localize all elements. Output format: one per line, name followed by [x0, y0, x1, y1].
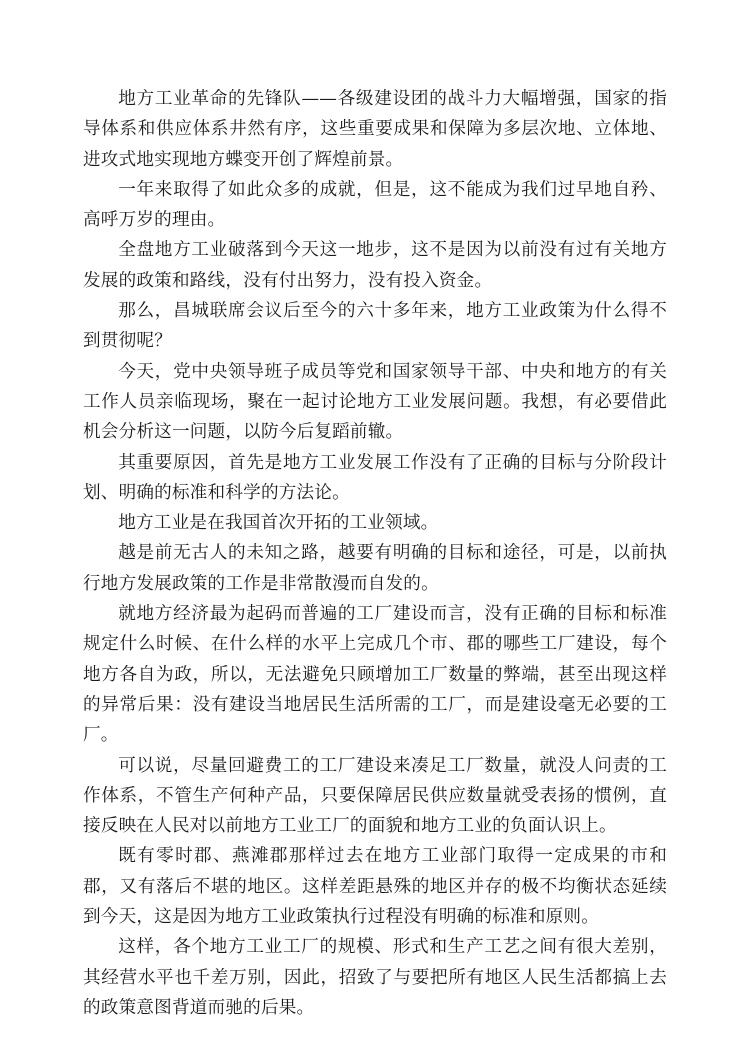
paragraph: 全盘地方工业破落到今天这一地步，这不是因为以前没有过有关地方发展的政策和路线，没有付出努力，没有投入资金。: [83, 240, 667, 291]
paragraph: 既有零时郡、燕滩郡那样过去在地方工业部门取得一定成果的市和郡，又有落后不堪的地区。这样差距悬殊的地区并存的极不均衡状态延续到今天，这是因为地方工业政策执行过程没有明确的标准和原则。: [83, 846, 667, 928]
paragraph: 可以说，尽量回避费工的工厂建设来凑足工厂数量，就没人问责的工作体系，不管生产何种产品，只要保障居民供应数量就受表扬的惯例，直接反映在人民对以前地方工业工厂的面貌和地方工业的负面认识上。: [83, 755, 667, 837]
paragraph: 一年来取得了如此众多的成就，但是，这不能成为我们过早地自矜、高呼万岁的理由。: [83, 179, 667, 231]
paragraph: 今天，党中央领导班子成员等党和国家领导干部、中央和地方的有关工作人员亲临现场，聚在一起讨论地方工业发展问题。我想，有必要借此机会分析这一问题，以防今后复蹈前辙。: [83, 361, 667, 443]
paragraph: 就地方经济最为起码而普遍的工厂建设而言，没有正确的目标和标准规定什么时候、在什么样的水平上完成几个市、郡的哪些工厂建设，每个地方各自为政，所以，无法避免只顾增加工厂数量的弊端，甚至出现这样的异常后果：没有建设当地居民生活所需的工厂，而是建设毫无必要的工厂。: [83, 604, 667, 746]
paragraph: 越是前无古人的未知之路，越要有明确的目标和途径，可是，以前执行地方发展政策的工作是非常散漫而自发的。: [83, 543, 667, 594]
paragraph: 地方工业是在我国首次开拓的工业领域。: [118, 513, 439, 534]
paragraph: 地方工业革命的先锋队——各级建设团的战斗力大幅增强，国家的指导体系和供应体系井然有序，这些重要成果和保障为多层次地、立体地、进攻式地实现地方蝶变开创了辉煌前景。: [83, 89, 667, 170]
paragraph: 其重要原因，首先是地方工业发展工作没有了正确的目标与分阶段计划、明确的标准和科学的方法论。: [83, 452, 667, 503]
document-body: [83, 84, 667, 1023]
paragraph: 这样，各个地方工业工厂的规模、形式和生产工艺之间有很大差别，其经营水平也千差万别，因此，招致了与要把所有地区人民生活都搞上去的政策意图背道而驰的后果。: [83, 937, 667, 1018]
paragraph: 那么，昌城联席会议后至今的六十多年来，地方工业政策为什么得不到贯彻呢？: [83, 301, 667, 352]
